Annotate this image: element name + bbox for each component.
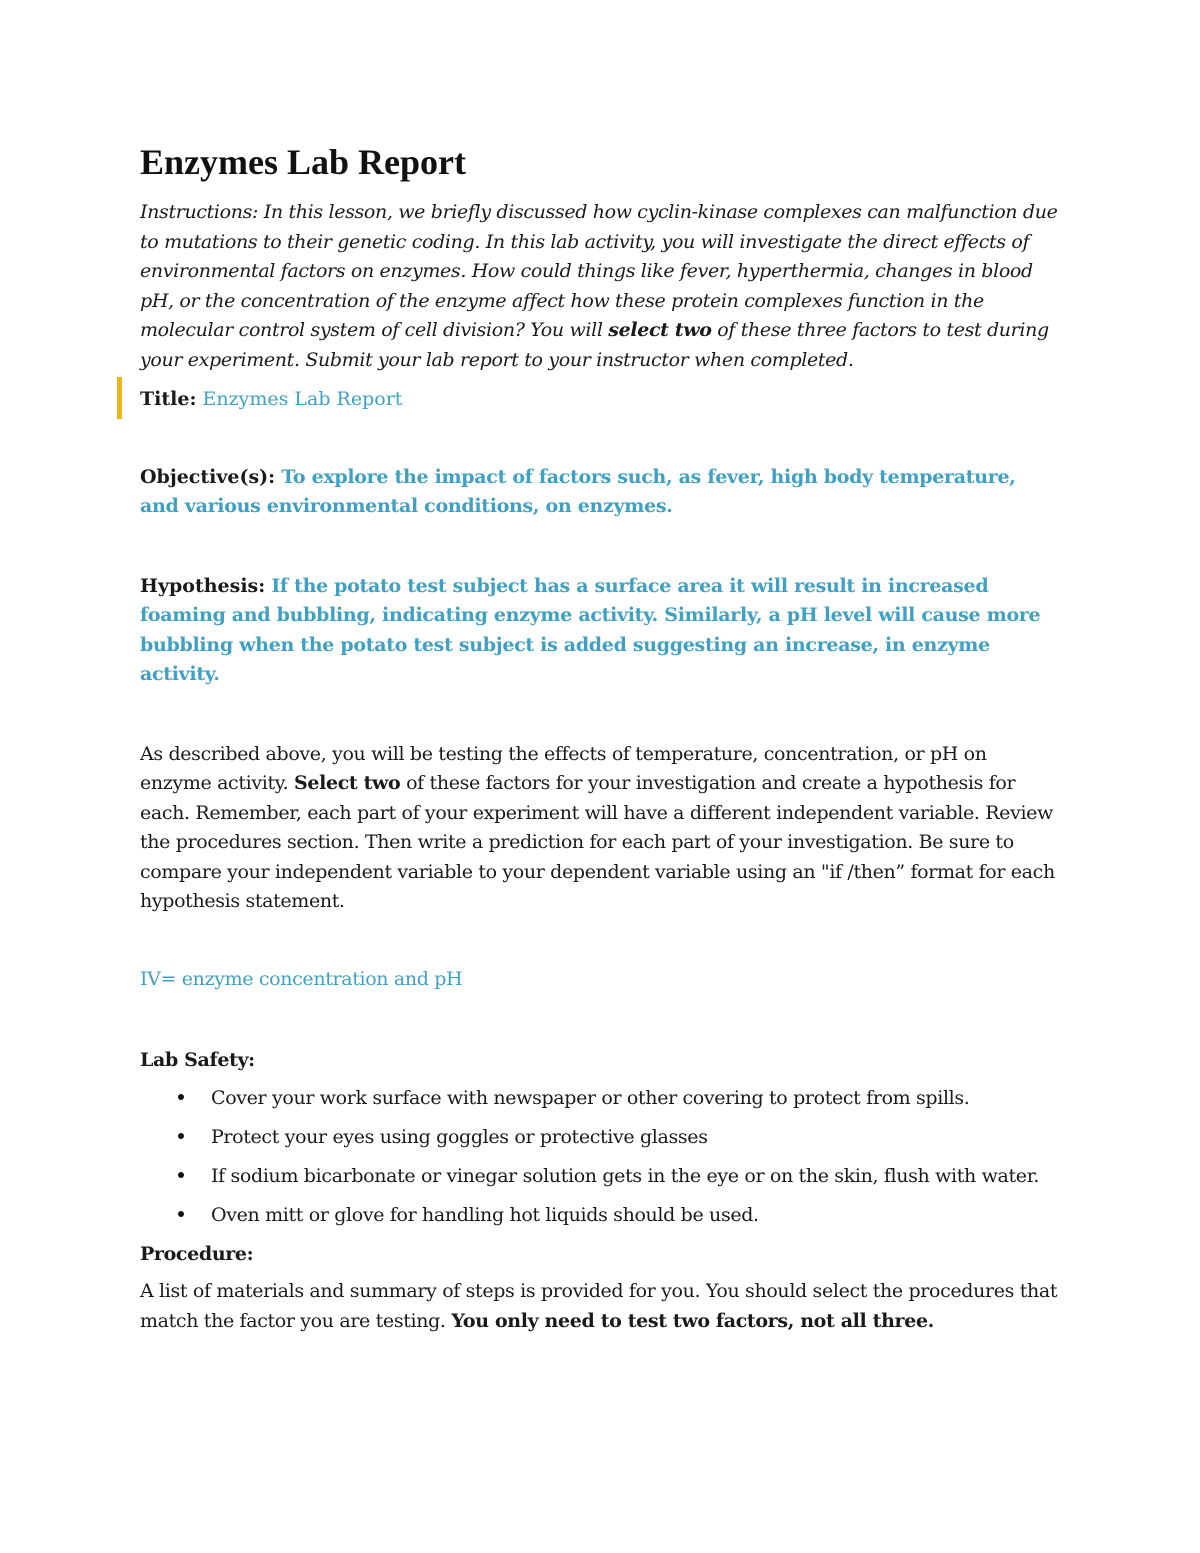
objective-field [140, 463, 1060, 522]
title-field [140, 385, 1060, 415]
title-field-label: Title: [140, 388, 197, 410]
procedure-heading-text: Procedure: [140, 1242, 254, 1265]
hypothesis-value: If the potato test subject has a surface area it will result in increased foaming and bubbling, indicating enzyme activity. Similarly, a pH level will cause more bubbling when the potato test subject is added suggesting an increase, in enzyme activity. [140, 574, 1041, 685]
list-item [140, 1162, 1060, 1192]
procedure-heading [140, 1240, 1060, 1270]
objective-value: To explore the impact of factors such, as fever, high body temperature, and various environmental conditions, on enzymes. [140, 465, 1016, 517]
list-item [140, 1084, 1060, 1114]
lab-safety-list [140, 1084, 1060, 1231]
list-item [140, 1123, 1060, 1153]
description-text-2: of these factors for your investigation and create a hypothesis for each. Remember, each part of your experiment will have a different independent variable. Review the procedures section. Then write a prediction for each part of your investigation. Be sure to compare your independent variable to your dependent variable using an "if /then” format for each hypothesis statement. [140, 772, 1055, 912]
instructions-paragraph [140, 198, 1060, 375]
bullet-icon [178, 1211, 184, 1217]
lab-safety-heading-text: Lab Safety: [140, 1049, 255, 1071]
list-item-text: If sodium bicarbonate or vinegar solution gets in the eye or on the skin, flush with water. [211, 1164, 1040, 1187]
document-page [140, 140, 1060, 1336]
comment-marker-bar [117, 377, 122, 419]
procedure-emphasis: You only need to test two factors, not all three. [451, 1309, 934, 1332]
hypothesis-label: Hypothesis: [140, 574, 266, 597]
bullet-icon [178, 1133, 184, 1139]
description-text-1: As described above, you will be testing the effects of temperature, concentration, or pH on enzyme activity. [140, 742, 987, 794]
procedure-paragraph [140, 1277, 1060, 1336]
instructions-text-1: Instructions: In this lesson, we briefly discussed how cyclin-kinase complexes can malfunction due to mutations to their genetic coding. In this lab activity, you will investigate the direct effects of environmental factors on enzymes. How could things like fever, hyperthermia, changes in blood pH, or the concentration of the enzyme affect how these protein complexes function in the molecular control system of cell division? You will [140, 201, 1058, 341]
objective-label: Objective(s): [140, 465, 276, 488]
bullet-icon [178, 1094, 184, 1100]
list-item-text: Cover your work surface with newspaper or other covering to protect from spills. [211, 1086, 970, 1109]
iv-note: IV= enzyme concentration and pH [140, 967, 463, 990]
lab-safety-heading [140, 1046, 1060, 1076]
document-title: Enzymes Lab Report [140, 142, 466, 182]
list-item [140, 1201, 1060, 1231]
instructions-emphasis: select two [608, 319, 712, 341]
title-field-value: Enzymes Lab Report [202, 388, 403, 410]
instructions-text-2: of these three factors to test during your experiment. Submit your lab report to your instructor when completed. [140, 319, 1049, 371]
bullet-icon [178, 1172, 184, 1178]
description-paragraph [140, 740, 1060, 917]
list-item-text: Oven mitt or glove for handling hot liquids should be used. [211, 1203, 759, 1226]
hypothesis-field [140, 572, 1060, 690]
procedure-text: A list of materials and summary of steps is provided for you. You should select the procedures that match the factor you are testing. [140, 1280, 1058, 1332]
list-item-text: Protect your eyes using goggles or protective glasses [211, 1125, 708, 1148]
description-emphasis: Select two [294, 772, 401, 794]
